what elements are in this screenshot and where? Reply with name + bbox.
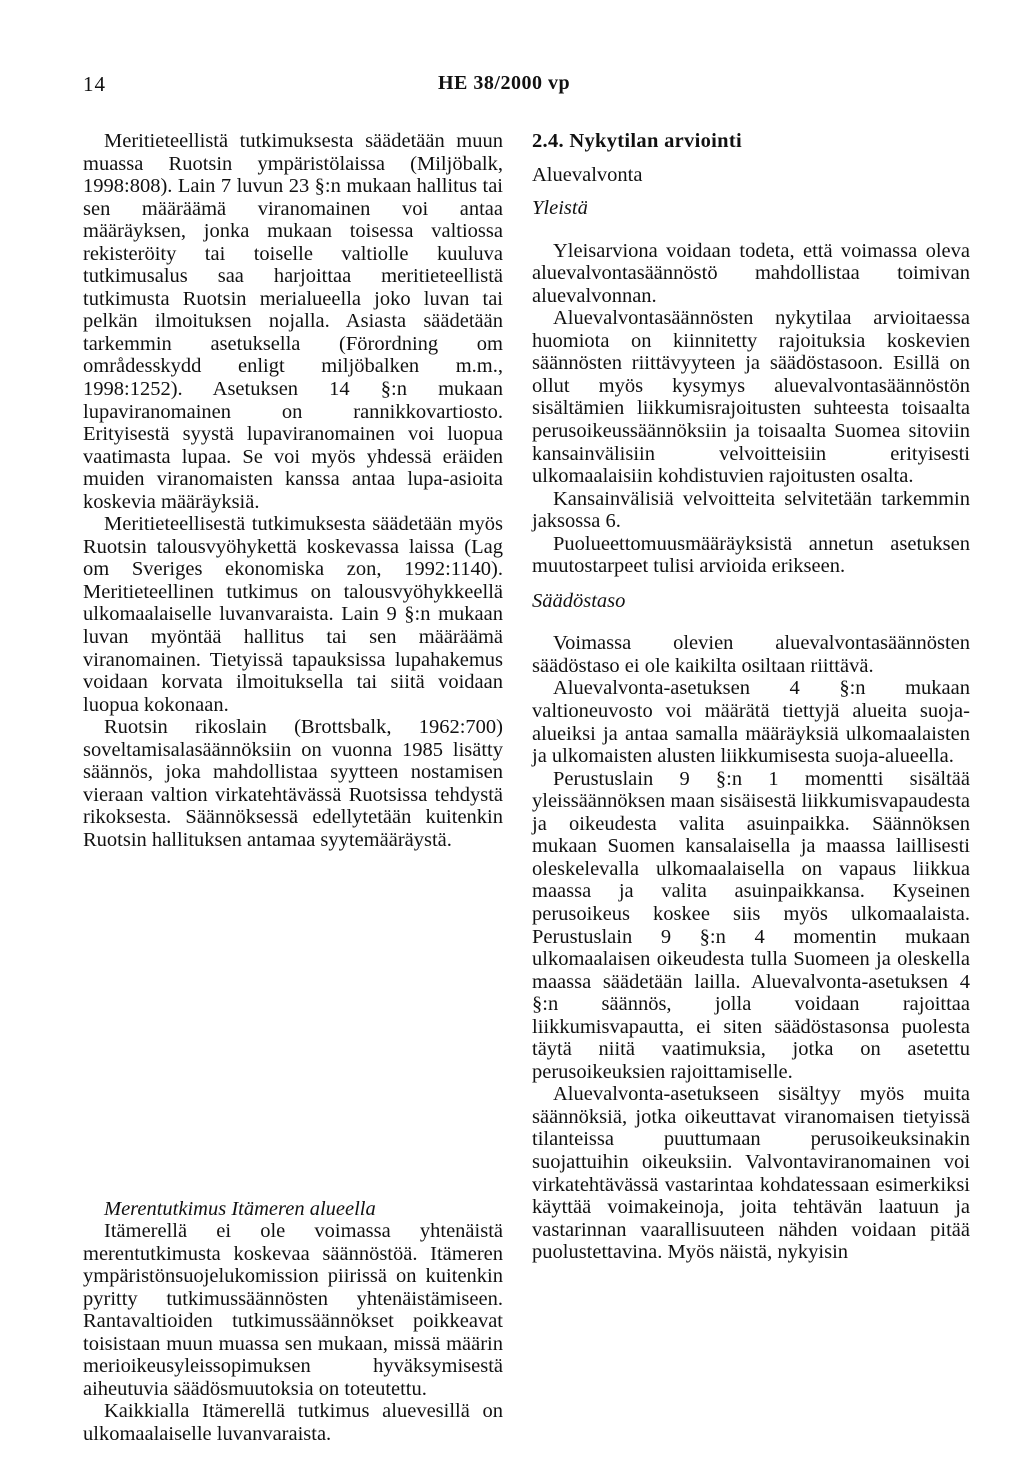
right-column: [532, 130, 970, 1264]
left-column: [83, 130, 503, 1446]
body-paragraph: Ruotsin rikoslain (Brottsbalk, 1962:700) soveltamisalasäännöksiin on vuonna 1985 lisätty säännös, joka mahdollistaa syytteen nostamisen vieraan valtion virkatehtävässä Ruotsissa tehdystä rikoksesta. Säännöksessä edellytetään kuitenkin Ruotsin hallituksen antamaa syytemääräystä.: [83, 716, 503, 851]
body-paragraph: Voimassa olevien aluevalvontasäännösten säädöstaso ei ole kaikilta osiltaan riittävä.: [532, 632, 970, 677]
body-paragraph: Perustuslain 9 §:n 1 momentti sisältää yleissäännöksen maan sisäisestä liikkumisvapaudesta ja oikeudesta valita asuinpaikka. Säännöksen mukaan Suomen kansalaisella ja maassa laillisesti oleskelevalla ulkomaalaisella on vapaus liikkua maassa ja valita asuinpaikkansa. Kyseinen perusoikeus koskee siis myös ulkomaalaista. Perustuslain 9 §:n 4 momentin mukaan ulkomaalaisen oikeudesta tulla Suomeen ja oleskella maassa säädetään lailla. Aluevalvonta-asetuksen 4 §:n säännös, jolla voidaan rajoittaa liikkumisvapautta, ei siten säädöstasonsa puolesta täytä niitä vaatimuksia, jotka on asetettu perusoikeuksien rajoittamiselle.: [532, 767, 970, 1083]
section-heading: 2.4. Nykytilan arviointi: [532, 130, 742, 152]
body-paragraph: Kansainvälisiä velvoitteita selvitetään tarkemmin jaksossa 6.: [532, 487, 970, 533]
subheading-merentutkimus: Merentutkimus Itämeren alueella: [104, 1197, 376, 1220]
body-paragraph: Puolueettomuusmääräyksistä annetun asetuksen muutostarpeet tulisi arvioida erikseen.: [532, 532, 970, 578]
body-paragraph: Aluevalvonta-asetukseen sisältyy myös muita säännöksiä, jotka oikeuttavat viranomaisen tietyissä tilanteissa puuttumaan perusoikeuksinakin suojattuihin oikeuksiin. Valvontaviranomainen voi virkatehtävässä vastarintaa kohdatessaan esimerkiksi käyttää voimakeinoja, joita tehtävän laatuun ja vastarinnan vaarallisuuteen nähden voidaan pitää puolustettavina. Myös näistä, nykyisin: [532, 1083, 970, 1264]
label-general: Yleistä: [532, 197, 588, 220]
page-number: 14: [83, 72, 106, 96]
label-level: Säädöstaso: [532, 589, 626, 612]
body-paragraph: Yleisarviona voidaan todeta, että voimassa oleva aluevalvontasäännöstö mahdollistaa toimivan aluevalvonnan.: [532, 239, 970, 307]
document-id: HE 38/2000 vp: [438, 72, 571, 94]
body-paragraph: Meritieteellistä tutkimuksesta säädetään muun muassa Ruotsin ympäristölaissa (Miljöbalk, 1998:808). Lain 7 luvun 23 §:n mukaan hallitus tai sen määräämä viranomainen voi antaa määräyksen, jonka mukaan toisessa valtiossa rekisteröity tai toiselle valtiolle kuuluva tutkimusalus saa harjoittaa meritieteellistä tutkimusta Ruotsin merialueella joko luvan tai pelkän ilmoituksen nojalla. Asiasta säädetään tarkemmin asetuksella (Förordning om områdesskydd enligt miljöbalken m.m., 1998:1252). Asetuksen 14 §:n mukaan lupaviranomainen on rannikkovartiosto. Erityisestä syystä lupaviranomainen voi luopua vaatimasta lupaa. Se voi myös yhdessä eräiden muiden viranomaisten kanssa antaa lupa-asioita koskevia määräyksiä.: [83, 130, 503, 513]
body-paragraph: Kaikkialla Itämerellä tutkimus aluevesillä on ulkomaalaiselle luvanvaraista.: [83, 1400, 503, 1445]
column-gap: [83, 852, 503, 1198]
body-paragraph: Meritieteellisestä tutkimuksesta säädetään myös Ruotsin talousvyöhykettä koskevassa laissa (Lag om Sveriges ekonomiska zon, 1992:1140). Meritieteellinen tutkimus on talousvyöhykkeellä ulkomaalaiselle luvanvaraista. Lain 9 §:n mukaan luvan myöntää hallitus tai sen määräämä viranomainen. Tietyissä tapauksissa lupahakemus voidaan korvata ilmoituksella tai siitä voidaan luopua kokonaan.: [83, 513, 503, 716]
body-paragraph: Itämerellä ei ole voimassa yhtenäistä merentutkimusta koskevaa säännöstöä. Itämeren ympäristönsuojelukomission piirissä on kuitenkin pyritty tutkimussäännösten yhtenäistämiseen. Rantavaltioiden tutkimussäännökset poikkeavat toisistaan muun muassa sen mukaan, missä määrin merioikeusyleissopimuksen hyväksymisestä aiheutuvia säädösmuutoksia on toteutettu.: [83, 1220, 503, 1400]
body-paragraph: Aluevalvontasäännösten nykytilaa arvioitaessa huomiota on kiinnitetty rajoituksia koskevien säännösten riittävyyteen ja säädöstasoon. Esillä on ollut myös kysymys aluevalvontasäännöstön sisältämien liikkumisrajoitusten suhteesta toisaalta perusoikeussäännöksiin ja toisaalta Suomea sitoviin kansainvälisiin velvoitteisiin erityisesti ulkomaalaisiin kohdistuvien rajoitusten osalta.: [532, 307, 970, 488]
body-paragraph: Aluevalvonta-asetuksen 4 §:n mukaan valtioneuvosto voi määrätä tiettyjä alueita suoja-alueiksi ja antaa samalla määräyksiä ulkomaalaisten ja ulkomaisten alusten liikkumisesta suoja-alueella.: [532, 677, 970, 768]
topic-heading: Aluevalvonta: [532, 163, 643, 186]
